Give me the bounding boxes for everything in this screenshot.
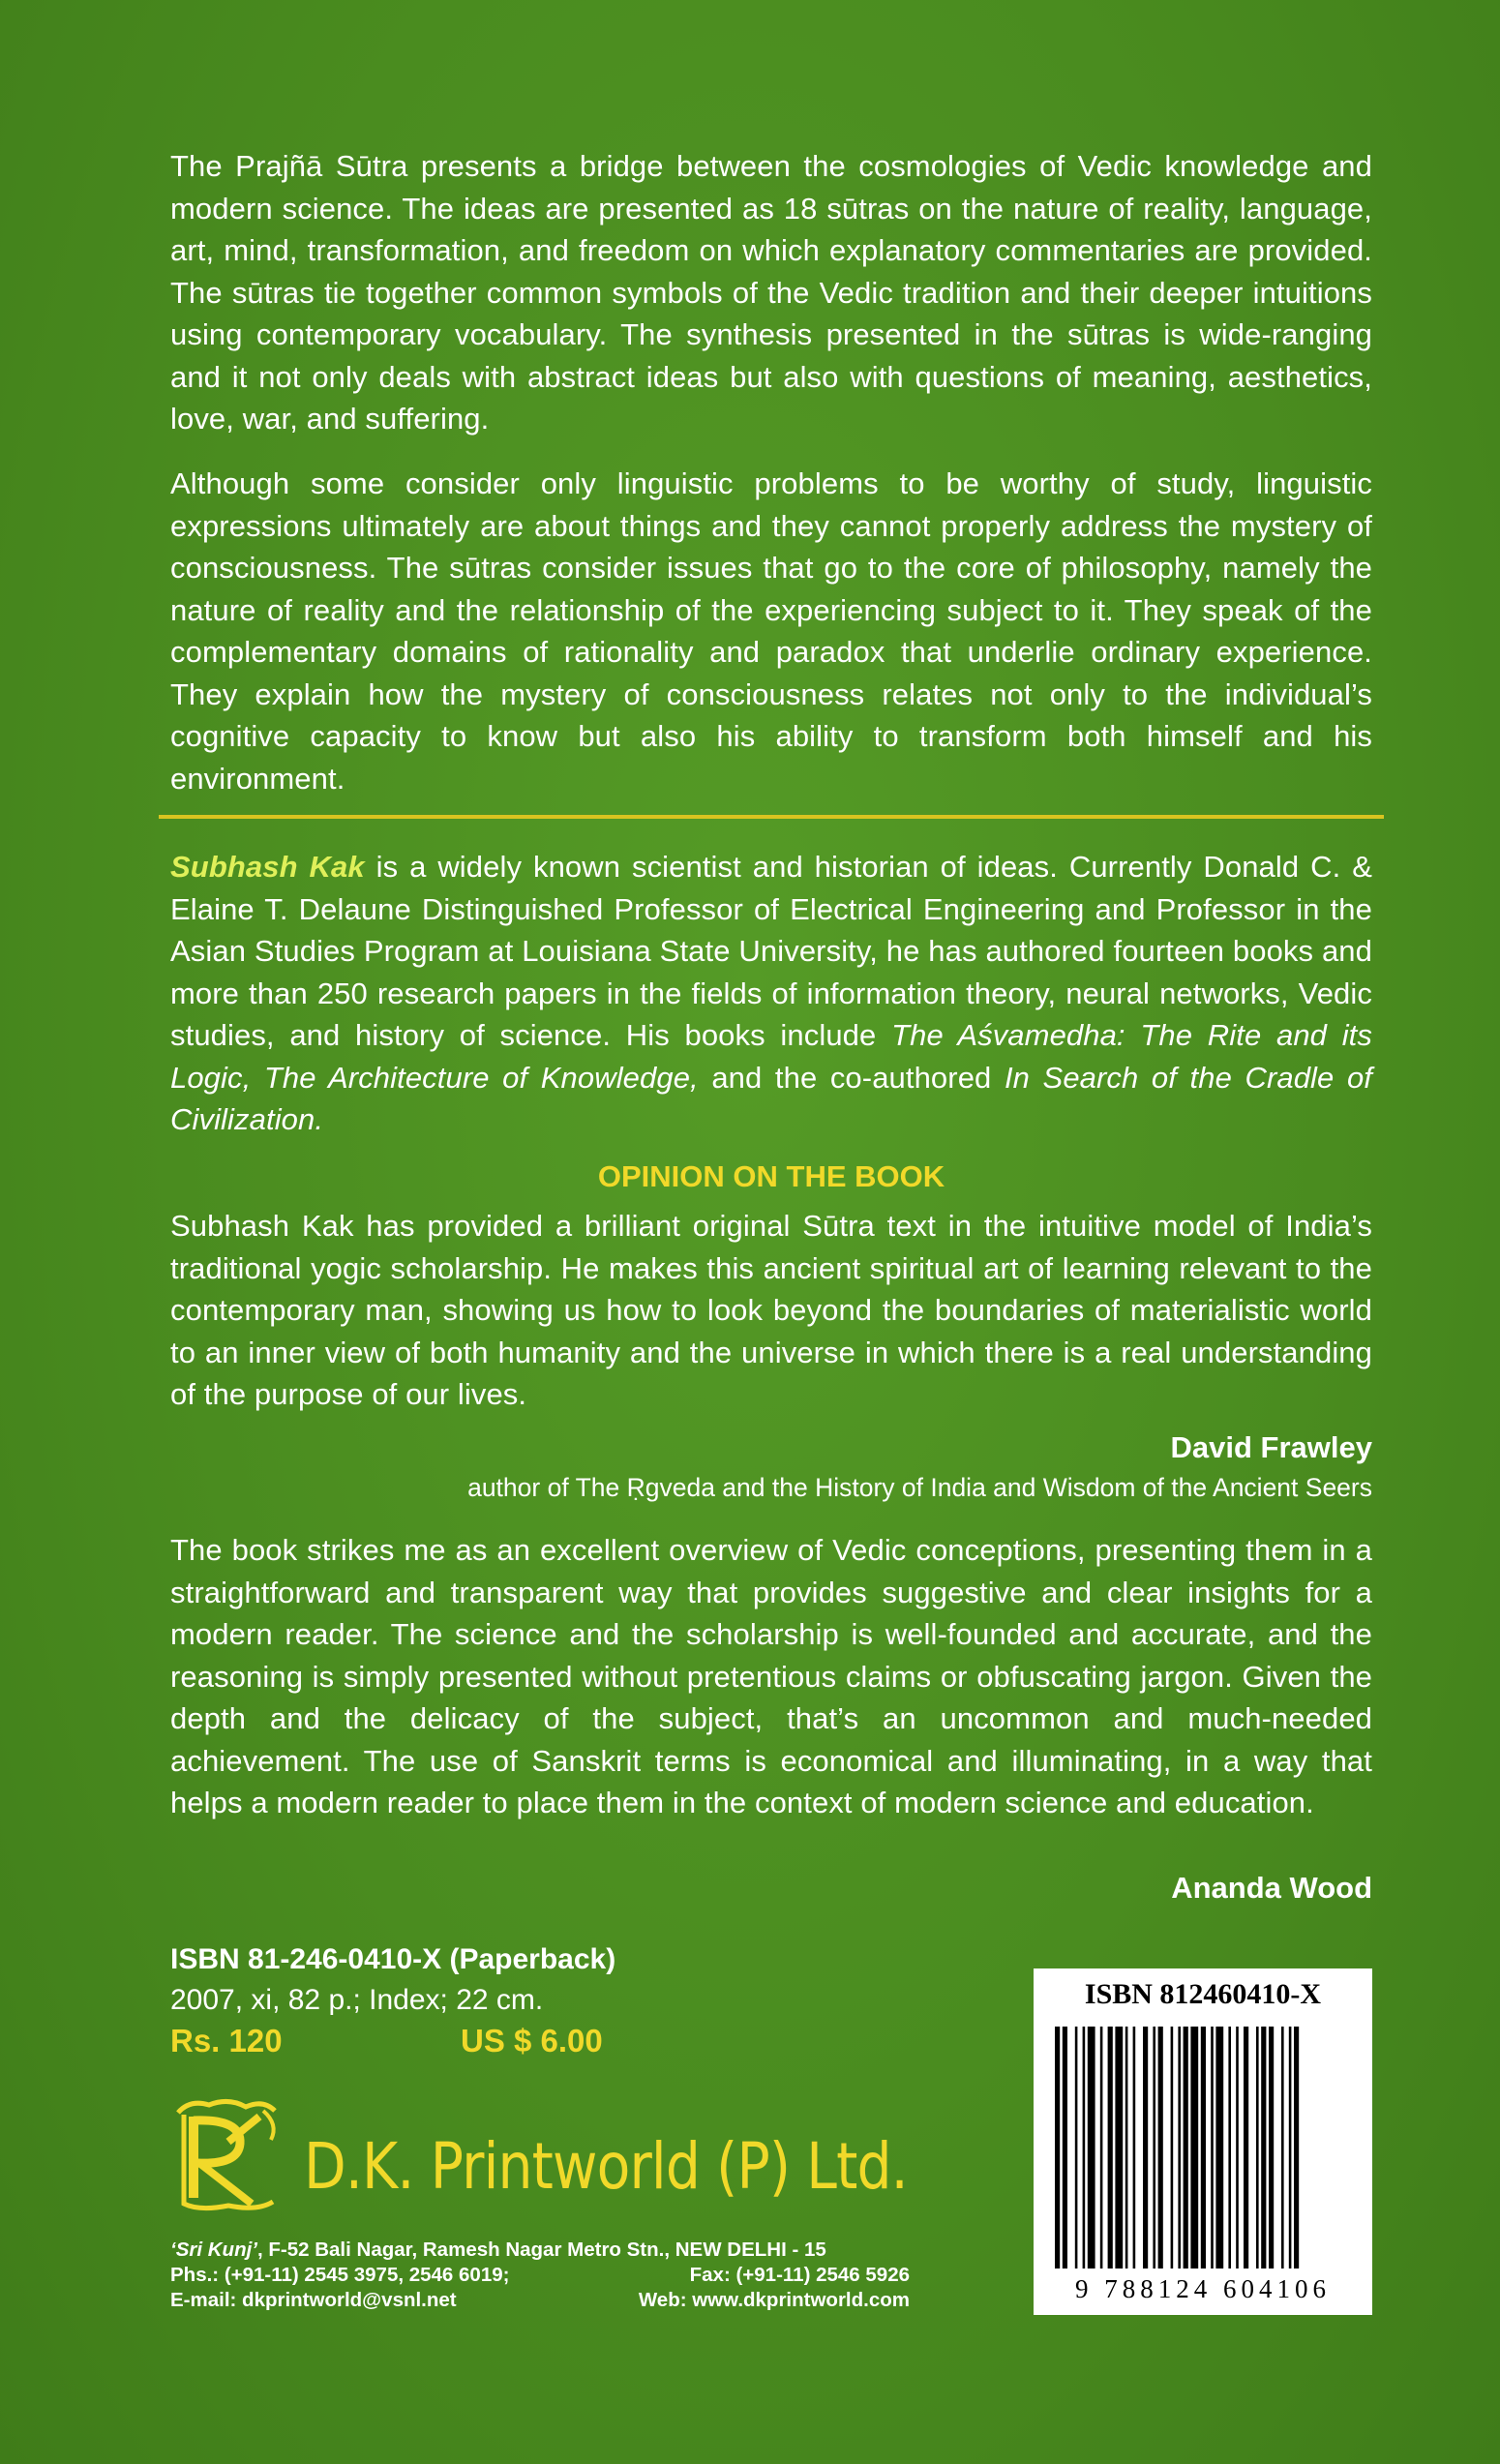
isbn-barcode [1034,1968,1372,2315]
opinion-heading: OPINION ON THE BOOK [597,1159,945,1193]
author-name: Subhash Kak [170,850,365,884]
blurb-paragraph-2: Although some consider only linguistic problems to be worthy of study, linguistic expressions ultimately are about things and they cannot properly address the mystery of consciousness. The sūtras consider issues that go to the core of philosophy, namely the nature of reality and the relationship of the experiencing subject to it. They speak of the complementary domains of rationality and paradox that underlie ordinary experience. They explain how the mystery of consciousness relates not only to the individual’s cognitive capacity to know but also his ability to transform both himself and his environment. [170,466,1372,796]
publisher-address: ‘Sri Kunj’, F-52 Bali Nagar, Ramesh Nagar Metro Stn., NEW DELHI - 15 [170,2239,826,2261]
publisher-contacts [170,2263,910,2288]
bio-text-1: is a widely known scientist and historian of ideas. Currently Donald C. & Elaine T. Delaune Distinguished Professor of Electrical Engineering and Professor in the Asian Studies Program at Louisiana State University, he has authored fourteen books and more than 250 research papers in the fields of information theory, neural networks, Vedic studies, and history of science. His books include [170,850,1373,1052]
barcode-bars-icon [1034,1968,1372,2315]
price-dollars: US $ 6.00 [461,2023,603,2058]
book-info [170,1939,615,2061]
publisher-name: D.K. Printworld (P) Ltd. [304,2129,908,2204]
bio-book-titles: The Aśvamedha: The Rite and its Logic, The Architecture of Knowledge, [170,1018,1372,1095]
blurb-paragraph-1: The Prajñā Sūtra presents a bridge between the cosmologies of Vedic knowledge and modern science. The ideas are presented as 18 sūtras on the nature of reality, language, art, mind, transformation, and freedom on which explanatory commentaries are provided. The sūtras tie together common symbols of the Vedic tradition and their deeper intuitions using contemporary vocabulary. The synthesis presented in the sūtras is wide-ranging and it not only deals with abstract ideas but also with questions of meaning, aesthetics, love, war, and suffering. [170,149,1372,436]
bio-book-title-2: In Search of the Cradle of Civilization. [170,1060,1372,1136]
book-details: 2007, xi, 82 p.; Index; 22 cm. [170,1984,544,2016]
publisher-email: E-mail: dkprintworld@vsnl.net [170,2289,457,2311]
publisher-fax: Fax: (+91-11) 2546 5926 [689,2264,910,2286]
author-bio [170,846,1372,1141]
publisher-phone: Phs.: (+91-11) 2545 3975, 2546 6019; [170,2264,510,2286]
publisher-web: Web: www.dkprintworld.com [638,2289,910,2311]
divider-rule [159,815,1384,819]
barcode-digits: 9 788124 604106 [1075,2274,1331,2303]
quote-1-author: David Frawley [1170,1430,1372,1464]
price-line [170,2021,615,2061]
quote-1-author-role: author of The Ṛgveda and the History of India and Wisdom of the Ancient Seers [467,1473,1372,1502]
publisher-online [170,2288,910,2313]
opinion-quote-1: Subhash Kak has provided a brilliant original Sūtra text in the intuitive model of India’s traditional yogic scholarship. He makes this ancient spiritual art of learning relevant to the contemporary man, showing us how to look beyond the boundaries of materialistic world to an inner view of both humanity and the universe in which there is a real understanding of the purpose of our lives. [170,1209,1372,1411]
price-rupees: Rs. 120 [170,2023,283,2058]
bio-text-2: and the co-authored [698,1060,1005,1095]
publisher-logo-icon [170,2095,286,2216]
isbn-line: ISBN 81-246-0410-X (Paperback) [170,1943,616,1975]
publisher-address-block [170,2238,910,2313]
quote-2-author: Ananda Wood [1171,1871,1372,1905]
barcode-label: ISBN 812460410-X [1084,1978,1322,2010]
opinion-quote-2: The book strikes me as an excellent overview of Vedic conceptions, presenting them in a straightforward and transparent way that provides suggestive and clear insights for a modern reader. The science and the scholarship is well-founded and accurate, and the reasoning is simply presented without pretentious claims or obfuscating jargon. Given the depth and the delicacy of the subject, that’s an uncommon and much-needed achievement. The use of Sanskrit terms is economical and illuminating, in a way that helps a modern reader to place them in the context of modern science and education. [170,1533,1372,1819]
